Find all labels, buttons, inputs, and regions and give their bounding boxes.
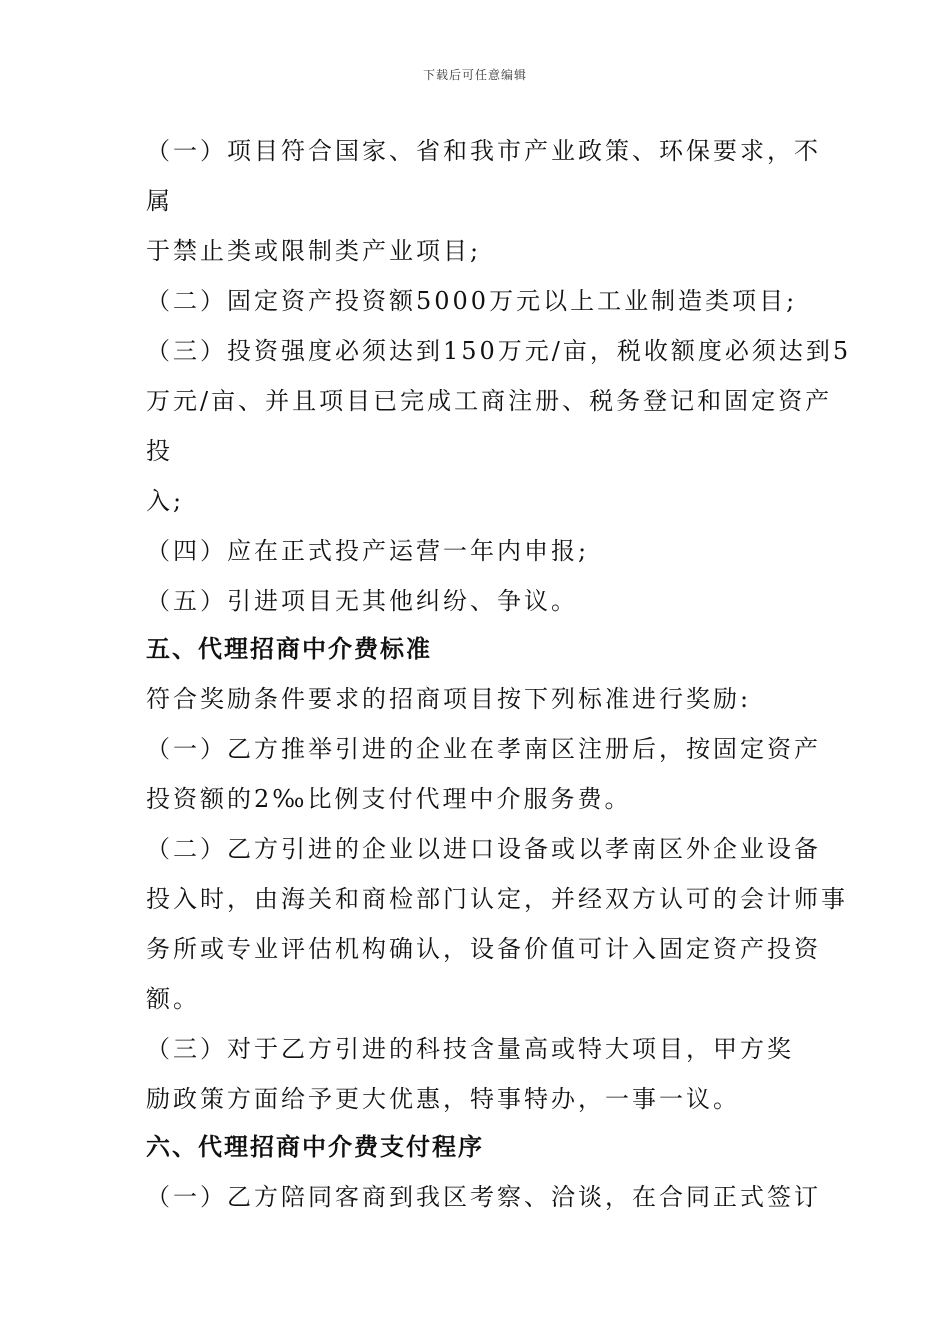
section-heading: 五、代理招商中介费标准 — [146, 635, 432, 663]
text-line: （四）应在正式投产运营一年内申报; — [146, 537, 590, 565]
text-line: 投 — [146, 437, 173, 465]
text-line: 投入时，由海关和商检部门认定，并经双方认可的会计师事 — [146, 885, 848, 913]
header-note: 下载后可任意编辑 — [422, 68, 527, 82]
text-line: 投资额的2‰比例支付代理中介服务费。 — [146, 785, 632, 813]
text-line: 励政策方面给予更大优惠，特事特办，一事一议。 — [146, 1085, 740, 1113]
text-line: （五）引进项目无其他纠纷、争议。 — [146, 587, 578, 615]
section-heading: 六、代理招商中介费支付程序 — [146, 1133, 484, 1161]
text-line: 万元/亩、并且项目已完成工商注册、税务登记和固定资产 — [146, 387, 833, 415]
text-line: 符合奖励条件要求的招商项目按下列标准进行奖励: — [146, 685, 752, 713]
text-line: （三）投资强度必须达到150万元/亩，税收额度必须达到5 — [146, 337, 852, 365]
text-line: （三）对于乙方引进的科技含量高或特大项目，甲方奖 — [146, 1035, 794, 1063]
text-line: （一）项目符合国家、省和我市产业政策、环保要求，不 — [146, 137, 821, 165]
text-line: 务所或专业评估机构确认，设备价值可计入固定资产投资 — [146, 935, 821, 963]
text-line: 属 — [146, 187, 173, 215]
text-line: （一）乙方陪同客商到我区考察、洽谈，在合同正式签订 — [146, 1183, 821, 1211]
text-line: 入; — [146, 487, 185, 515]
text-line: 额。 — [146, 985, 200, 1013]
text-line: 于禁止类或限制类产业项目; — [146, 237, 482, 265]
text-line: （二）固定资产投资额5000万元以上工业制造类项目; — [146, 287, 798, 315]
text-line: （一）乙方推举引进的企业在孝南区注册后，按固定资产 — [146, 735, 821, 763]
text-line: （二）乙方引进的企业以进口设备或以孝南区外企业设备 — [146, 835, 821, 863]
